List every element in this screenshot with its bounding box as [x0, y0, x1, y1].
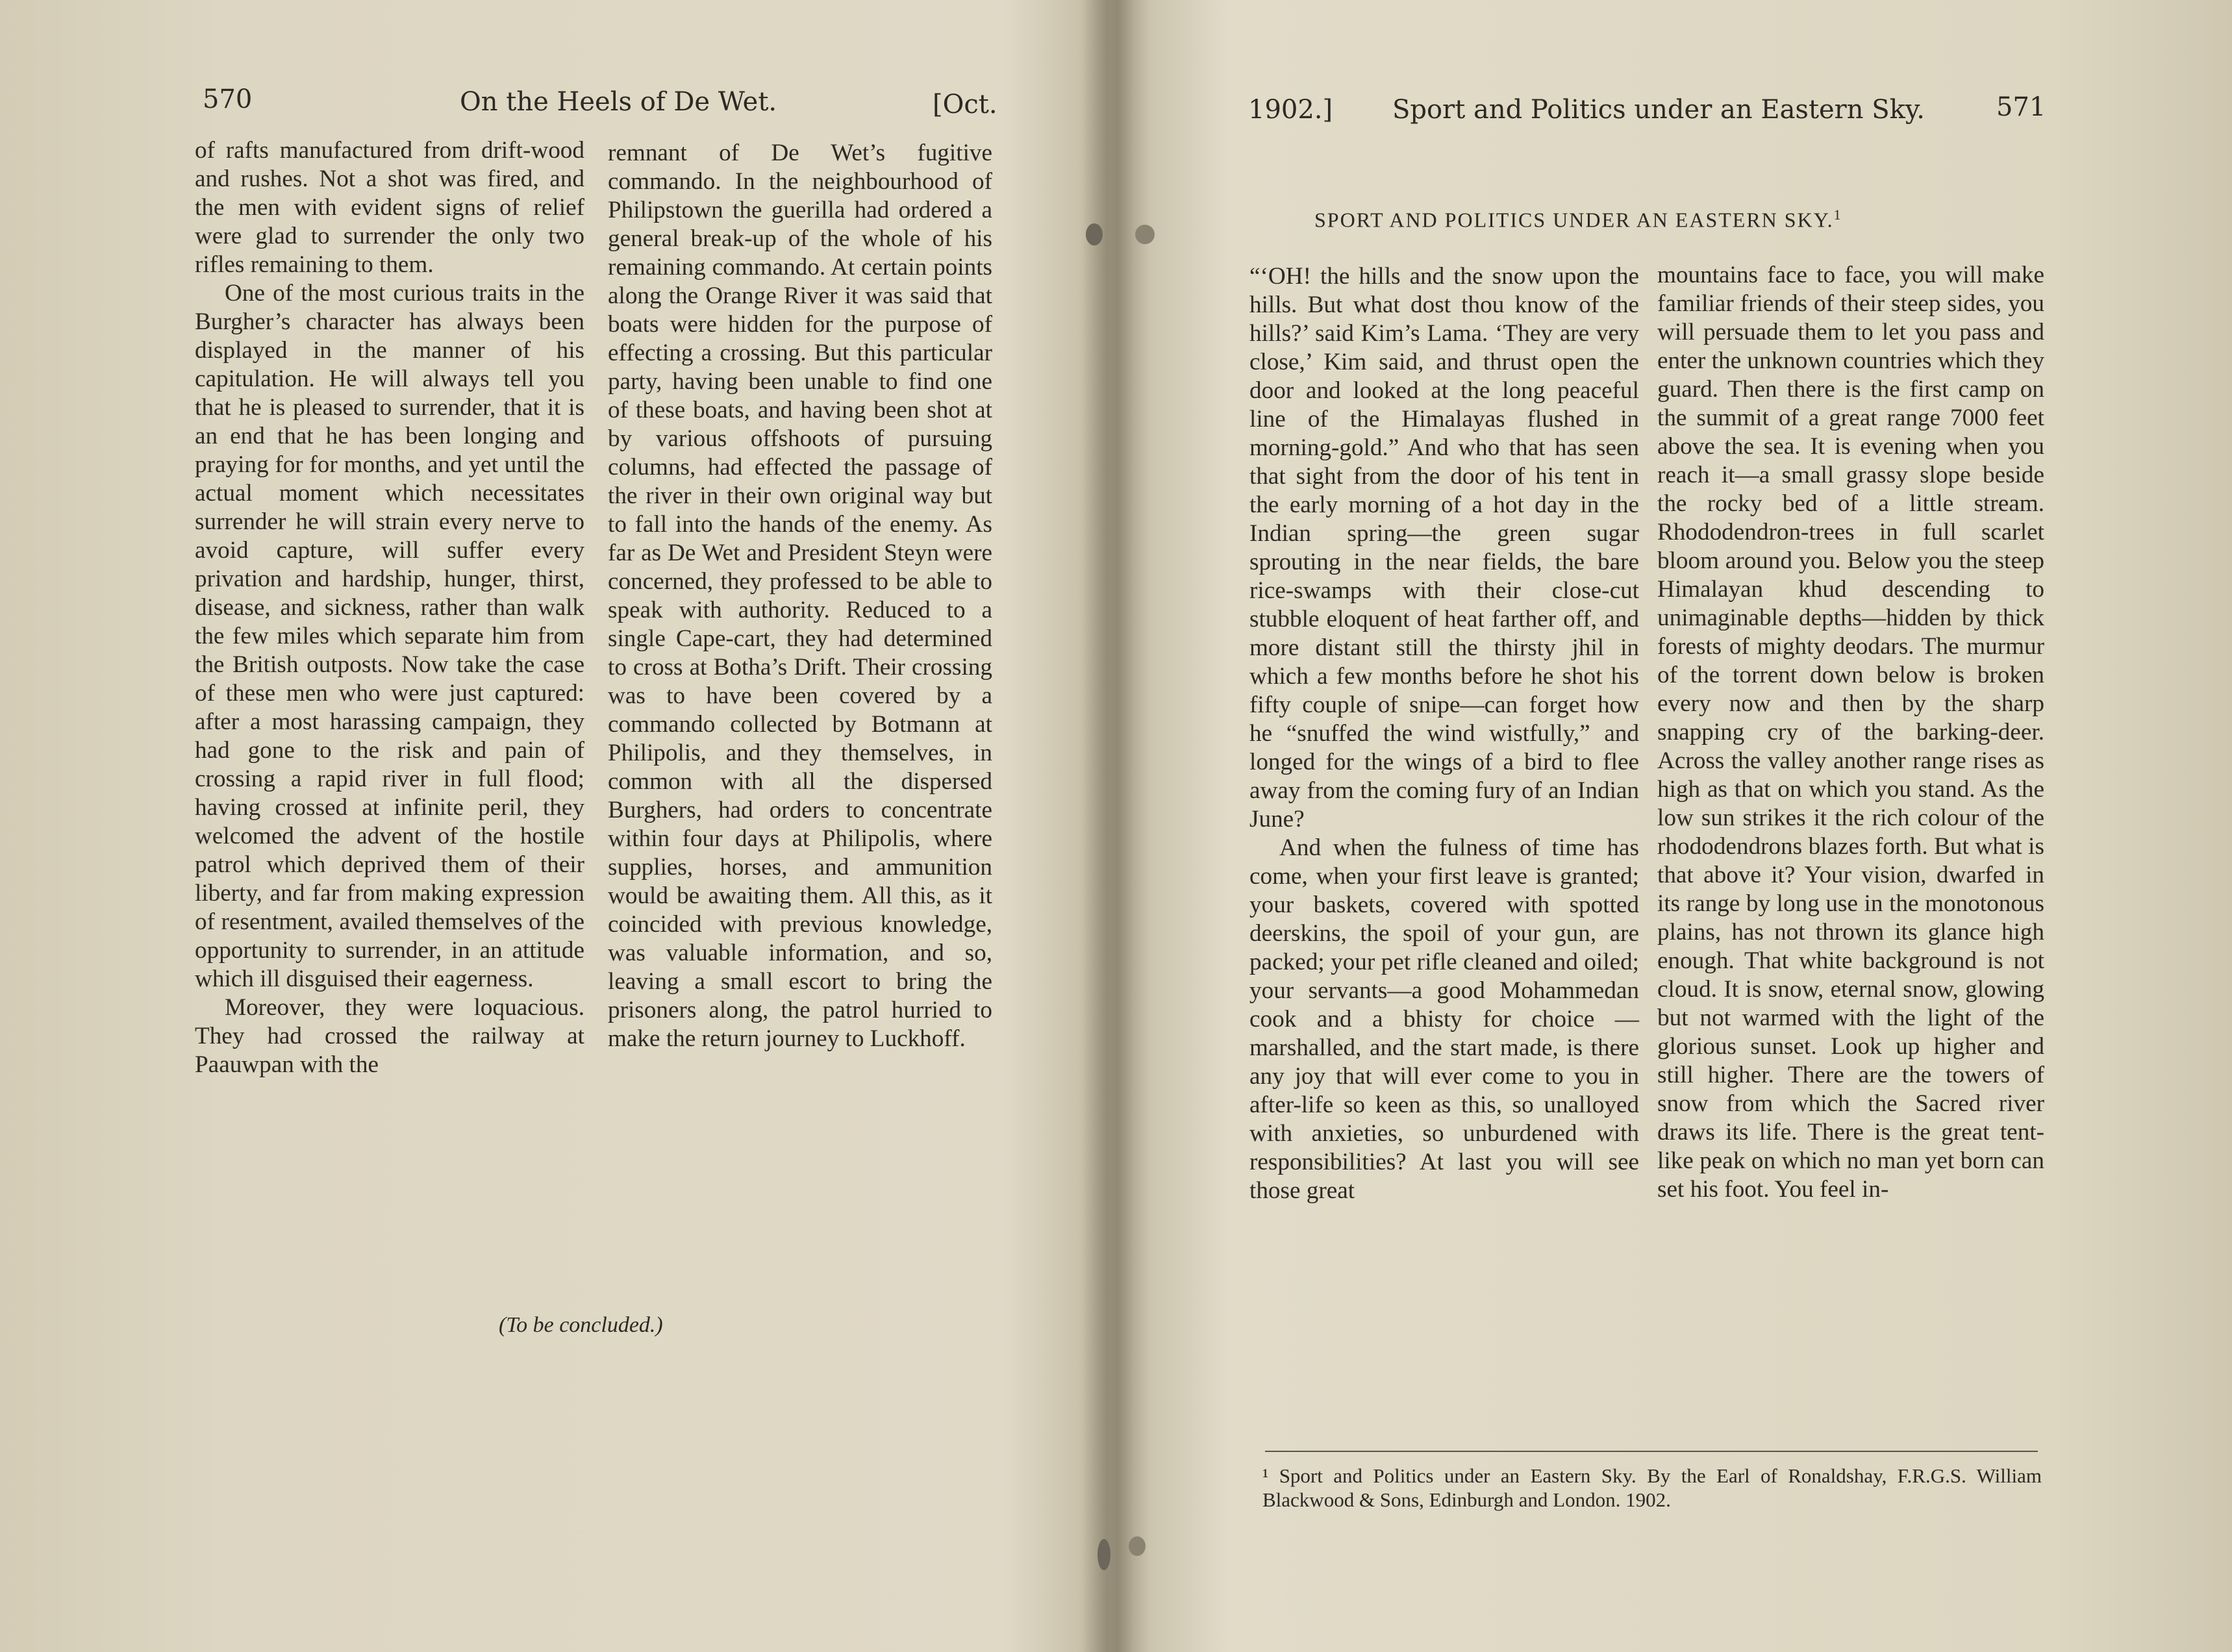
right-column-1 — [1249, 262, 1639, 1205]
footnote-marker: 1 — [1833, 206, 1841, 223]
paragraph: And when the fulness of time has come, when your first leave is granted; your baskets, covered with spotted deerskins, the spoil of your gun, are packed; your pet rifle cleaned and oiled; your servants—a good Mohammedan cook and a bhisty for choice — marshalled, and the start made, is there any joy that will ever come to you in after-life so keen as this, so unalloyed with anxieties, so unburdened with responsibilities? At last you will see those great — [1249, 834, 1639, 1204]
right-column-2 — [1657, 261, 2044, 1204]
left-page — [0, 0, 1104, 1652]
binding-hole — [1097, 1539, 1110, 1570]
running-date-right: 1902.] — [1248, 95, 1333, 125]
footnote-rule — [1265, 1451, 2038, 1452]
paragraph: remnant of De Wet’s fugitive commando. In the neighbourhood of Philipstown the guerilla had ordered a general break-up of the whole of his remaining commando. At certain points along the Orange River it was said that boats were hidden for the purpose of effecting a crossing. But this particular party, having been unable to find one of these boats, and having been shot at by various offshoots of pursuing columns, had effected the passage of the river in their own original way but to fall into the hands of the enemy. As far as De Wet and President Steyn were concerned, they professed to be able to speak with authority. Reduced to a single Cape-cart, they had determined to cross at Botha’s Drift. Their crossing was to have been covered by a commando collected by Botmann at Philipolis, and they themselves, in common with all the dispersed Burghers, had orders to concentrate within four days at Philipolis, where supplies, horses, and ammunition would be awaiting them. All this, as it coincided with previous knowledge, was valuable information, and so, leaving a small escort to bring the prisoners along, the patrol hurried to make the return journey to Luckhoff. — [608, 140, 992, 1052]
paragraph: mountains face to face, you will make familiar friends of their steep sides, you will persuade them to let you pass and enter the unknown countries which they guard. Then there is the first camp on the summit of a great range 7000 feet above the sea. It is evening when you reach it—a small grassy slope beside the rocky bed of a little stream. Rhododendron-trees in full scarlet bloom around you. Below you the steep Himalayan khud descending to unimaginable depths—hidden by thick forests of mighty deodars. The murmur of the torrent down below is broken every now and then by the sharp snapping cry of the barking-deer. Across the valley another range rises as high as that on which you stand. As the low sun strikes it the rich colour of the rhododendrons blazes forth. But what is that above it? Your vision, dwarfed in its range by long use in the monotonous plains, has not thrown its glance high enough. That white background is not cloud. It is snow, eternal snow, glowing but not warmed with the light of the glorious sunset. Look up higher and still higher. There are the towers of snow from which the Sacred river draws its life. There is the great tent-like peak on which no man yet born can set his foot. You feel in- — [1657, 262, 2044, 1203]
running-title-left: On the Heels of De Wet. — [460, 87, 777, 117]
paragraph: “‘OH! the hills and the snow upon the hills. But what dost thou know of the hills?’ said Kim’s Lama. ‘They are very close,’ Kim said, and thrust open the door and looked at the long peaceful line of the Himalayas flushed in morning-gold.” And who that has seen that sight from the door of his tent in the early morning of a hot day in the Indian spring—the green sugar sprouting in the near fields, the bare rice-swamps with their close-cut stubble eloquent of heat farther off, and more distant still the thirsty jhil in which a few months before he shot his fifty couple of snipe—can forget how he “snuffed the wind wistfully,” and longed for the wings of a bird to flee away from the coming fury of an Indian June? — [1249, 263, 1639, 832]
binding-hole — [1135, 225, 1155, 244]
page-number-right: 571 — [1996, 92, 2046, 122]
article-heading-text: SPORT AND POLITICS UNDER AN EASTERN SKY. — [1314, 208, 1834, 232]
right-page — [1116, 0, 2232, 1652]
binding-hole — [1129, 1536, 1146, 1556]
footnote: ¹ Sport and Politics under an Eastern Sky. By the Earl of Ronaldshay, F.R.G.S. William Blackwood & Sons, Edinburgh and London. 1902. — [1262, 1464, 2042, 1511]
running-date-left: [Oct. — [933, 90, 997, 119]
paragraph: of rafts manufactured from drift-wood and rushes. Not a shot was fired, and the men with evident signs of relief were glad to surrender the only two rifles remaining to them. — [195, 137, 584, 278]
paragraph: Moreover, they were loquacious. They had crossed the railway at Paauwpan with the — [195, 994, 584, 1078]
running-title-right: Sport and Politics under an Eastern Sky. — [1392, 95, 1925, 125]
to-be-concluded: (To be concluded.) — [499, 1313, 663, 1337]
binding-hole — [1086, 223, 1103, 245]
paragraph: One of the most curious traits in the Burgher’s character has always been displayed in the manner of his capitulation. He will always tell you that he is pleased to surrender, that it is an end that he has been longing and praying for for months, and yet until the actual moment which necessitates surrender he will strain every nerve to avoid capture, will suffer every privation and hardship, hunger, thirst, disease, and sickness, rather than walk the few miles which separate him from the British outposts. Now take the case of these men who were just captured: after a most harassing campaign, they had gone to the risk and pain of crossing a rapid river in full flood; having crossed at infinite peril, they welcomed the advent of the hostile patrol which deprived them of their liberty, and far from making expression of resentment, availed themselves of the opportunity to surrender, in an attitude which ill disguised their eagerness. — [195, 280, 584, 992]
left-column-1 — [195, 136, 584, 1079]
article-heading — [1314, 206, 1841, 232]
page-number-left: 570 — [203, 84, 253, 114]
left-column-2 — [608, 139, 992, 1053]
